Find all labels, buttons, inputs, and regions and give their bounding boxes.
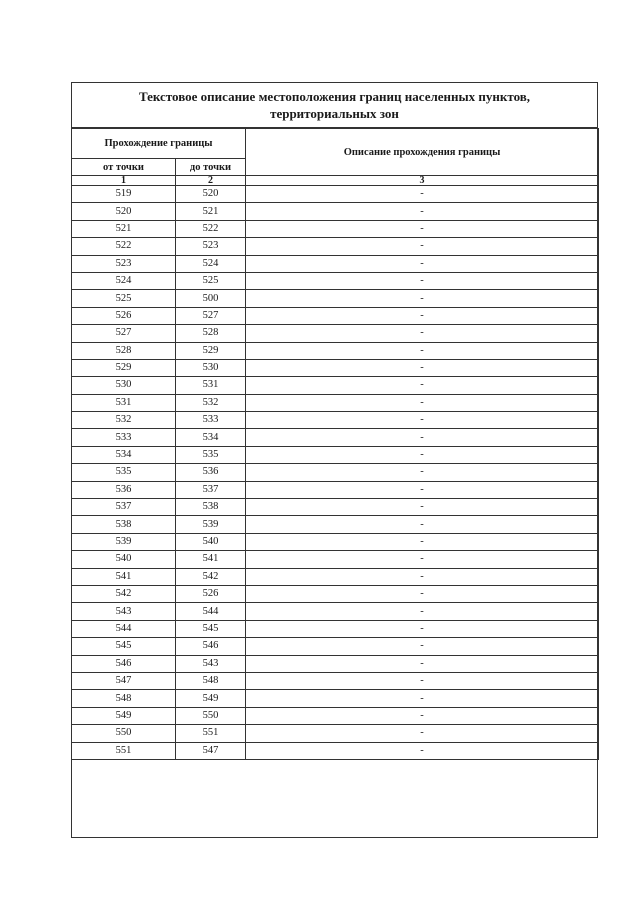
cell-to-point: 539 xyxy=(176,516,246,533)
cell-to-point: 531 xyxy=(176,377,246,394)
cell-to-point: 544 xyxy=(176,603,246,620)
cell-to-point: 549 xyxy=(176,690,246,707)
boundary-table xyxy=(71,128,599,759)
cell-description: - xyxy=(246,429,599,446)
cell-description: - xyxy=(246,481,599,498)
cell-description: - xyxy=(246,255,599,272)
cell-description: - xyxy=(246,672,599,689)
table-row xyxy=(72,255,599,272)
cell-from-point: 527 xyxy=(72,325,176,342)
table-row xyxy=(72,620,599,637)
table-row xyxy=(72,446,599,463)
cell-description: - xyxy=(246,377,599,394)
table-row xyxy=(72,638,599,655)
cell-description: - xyxy=(246,620,599,637)
cell-description: - xyxy=(246,238,599,255)
cell-from-point: 521 xyxy=(72,220,176,237)
cell-description: - xyxy=(246,638,599,655)
cell-description: - xyxy=(246,325,599,342)
table-row xyxy=(72,655,599,672)
cell-description: - xyxy=(246,655,599,672)
table-row xyxy=(72,481,599,498)
cell-from-point: 547 xyxy=(72,672,176,689)
cell-to-point: 524 xyxy=(176,255,246,272)
cell-description: - xyxy=(246,707,599,724)
cell-description: - xyxy=(246,394,599,411)
cell-to-point: 520 xyxy=(176,186,246,203)
cell-to-point: 548 xyxy=(176,672,246,689)
cell-from-point: 534 xyxy=(72,446,176,463)
cell-description: - xyxy=(246,342,599,359)
table-row xyxy=(72,342,599,359)
cell-from-point: 550 xyxy=(72,725,176,742)
table-row xyxy=(72,325,599,342)
header-description: Описание прохождения границы xyxy=(246,129,599,176)
table-row xyxy=(72,464,599,481)
table-row xyxy=(72,272,599,289)
cell-to-point: 532 xyxy=(176,394,246,411)
cell-from-point: 548 xyxy=(72,690,176,707)
table-row xyxy=(72,725,599,742)
table-row xyxy=(72,533,599,550)
header-to-point: до точки xyxy=(176,159,246,176)
table-row xyxy=(72,603,599,620)
cell-to-point: 550 xyxy=(176,707,246,724)
table-row xyxy=(72,742,599,759)
table-row xyxy=(72,359,599,376)
cell-description: - xyxy=(246,307,599,324)
table-row xyxy=(72,377,599,394)
table-row xyxy=(72,186,599,203)
table-row xyxy=(72,429,599,446)
cell-from-point: 528 xyxy=(72,342,176,359)
cell-from-point: 526 xyxy=(72,307,176,324)
cell-to-point: 540 xyxy=(176,533,246,550)
cell-from-point: 549 xyxy=(72,707,176,724)
table-row xyxy=(72,290,599,307)
cell-from-point: 529 xyxy=(72,359,176,376)
cell-to-point: 522 xyxy=(176,220,246,237)
cell-to-point: 530 xyxy=(176,359,246,376)
cell-to-point: 528 xyxy=(176,325,246,342)
cell-to-point: 546 xyxy=(176,638,246,655)
cell-description: - xyxy=(246,603,599,620)
cell-description: - xyxy=(246,464,599,481)
cell-from-point: 520 xyxy=(72,203,176,220)
cell-to-point: 538 xyxy=(176,499,246,516)
cell-description: - xyxy=(246,585,599,602)
document-title xyxy=(71,82,598,128)
cell-to-point: 521 xyxy=(176,203,246,220)
title-line-1: Текстовое описание местоположения границ населенных пунктов, xyxy=(138,88,531,104)
table-row xyxy=(72,220,599,237)
cell-to-point: 525 xyxy=(176,272,246,289)
cell-from-point: 536 xyxy=(72,481,176,498)
cell-from-point: 522 xyxy=(72,238,176,255)
cell-to-point: 541 xyxy=(176,551,246,568)
cell-description: - xyxy=(246,186,599,203)
cell-to-point: 500 xyxy=(176,290,246,307)
cell-description: - xyxy=(246,690,599,707)
cell-from-point: 531 xyxy=(72,394,176,411)
table-row xyxy=(72,499,599,516)
cell-to-point: 543 xyxy=(176,655,246,672)
cell-description: - xyxy=(246,742,599,759)
cell-to-point: 551 xyxy=(176,725,246,742)
cell-description: - xyxy=(246,725,599,742)
header-boundary-passage: Прохождение границы xyxy=(72,129,246,159)
table-row xyxy=(72,203,599,220)
table-row xyxy=(72,568,599,585)
cell-to-point: 533 xyxy=(176,412,246,429)
table-row xyxy=(72,412,599,429)
cell-from-point: 544 xyxy=(72,620,176,637)
column-number-2: 2 xyxy=(176,176,246,186)
header-from-point: от точки xyxy=(72,159,176,176)
cell-from-point: 535 xyxy=(72,464,176,481)
table-row xyxy=(72,307,599,324)
table-row xyxy=(72,585,599,602)
cell-from-point: 543 xyxy=(72,603,176,620)
cell-from-point: 542 xyxy=(72,585,176,602)
cell-to-point: 547 xyxy=(176,742,246,759)
cell-from-point: 541 xyxy=(72,568,176,585)
cell-description: - xyxy=(246,516,599,533)
cell-description: - xyxy=(246,203,599,220)
cell-from-point: 530 xyxy=(72,377,176,394)
cell-from-point: 546 xyxy=(72,655,176,672)
cell-from-point: 551 xyxy=(72,742,176,759)
cell-description: - xyxy=(246,272,599,289)
cell-from-point: 540 xyxy=(72,551,176,568)
cell-description: - xyxy=(246,220,599,237)
cell-from-point: 523 xyxy=(72,255,176,272)
cell-to-point: 545 xyxy=(176,620,246,637)
table-row xyxy=(72,672,599,689)
cell-description: - xyxy=(246,568,599,585)
cell-to-point: 537 xyxy=(176,481,246,498)
cell-from-point: 545 xyxy=(72,638,176,655)
cell-to-point: 526 xyxy=(176,585,246,602)
table-row xyxy=(72,516,599,533)
cell-from-point: 519 xyxy=(72,186,176,203)
column-number-1: 1 xyxy=(72,176,176,186)
cell-description: - xyxy=(246,446,599,463)
cell-description: - xyxy=(246,412,599,429)
cell-from-point: 524 xyxy=(72,272,176,289)
cell-to-point: 535 xyxy=(176,446,246,463)
cell-from-point: 532 xyxy=(72,412,176,429)
cell-description: - xyxy=(246,290,599,307)
table-row xyxy=(72,551,599,568)
table-body xyxy=(72,186,599,760)
table-row xyxy=(72,394,599,411)
cell-to-point: 542 xyxy=(176,568,246,585)
cell-from-point: 525 xyxy=(72,290,176,307)
table-row xyxy=(72,707,599,724)
cell-to-point: 523 xyxy=(176,238,246,255)
column-number-3: 3 xyxy=(246,176,599,186)
cell-to-point: 529 xyxy=(176,342,246,359)
cell-from-point: 537 xyxy=(72,499,176,516)
table-row xyxy=(72,690,599,707)
cell-to-point: 536 xyxy=(176,464,246,481)
cell-to-point: 534 xyxy=(176,429,246,446)
cell-to-point: 527 xyxy=(176,307,246,324)
title-line-2: территориальных зон xyxy=(270,105,399,121)
cell-from-point: 538 xyxy=(72,516,176,533)
cell-description: - xyxy=(246,499,599,516)
cell-from-point: 539 xyxy=(72,533,176,550)
cell-from-point: 533 xyxy=(72,429,176,446)
cell-description: - xyxy=(246,533,599,550)
cell-description: - xyxy=(246,359,599,376)
table-row xyxy=(72,238,599,255)
cell-description: - xyxy=(246,551,599,568)
